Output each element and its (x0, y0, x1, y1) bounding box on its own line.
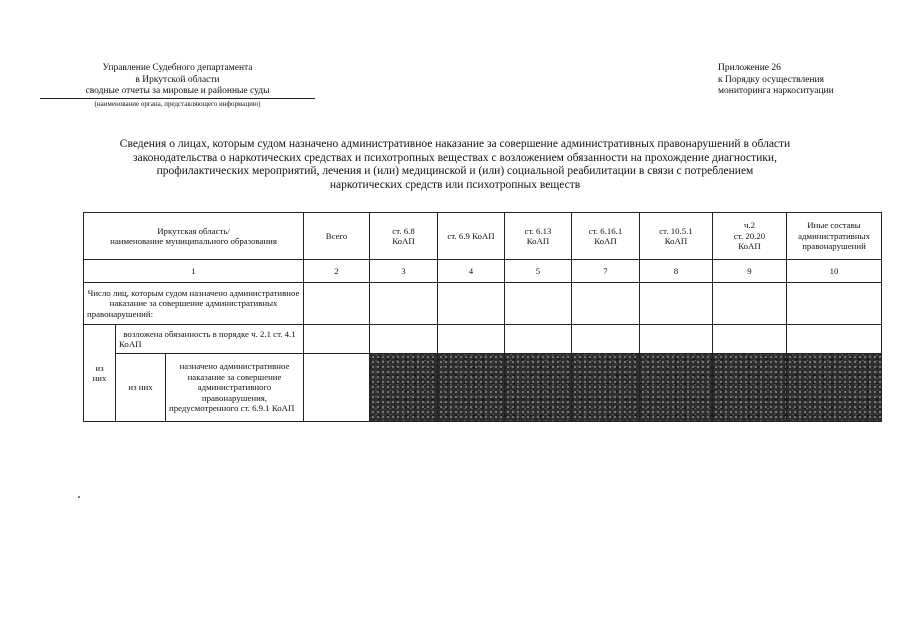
data-cell (304, 283, 370, 325)
data-cell (505, 283, 572, 325)
header-art-20-20: ч.2 ст. 20.20 КоАП (713, 213, 787, 260)
organization-name-line-2: в Иркутской области (135, 74, 220, 85)
column-number: 2 (304, 260, 370, 283)
data-cell (713, 325, 787, 354)
column-number: 10 (787, 260, 882, 283)
column-number: 8 (640, 260, 713, 283)
column-number-row (84, 260, 882, 283)
data-cell (304, 354, 370, 422)
of-them-label: из них (84, 325, 116, 422)
blacked-out-cell (505, 354, 572, 422)
column-number: 4 (438, 260, 505, 283)
title-line-3: профилактических мероприятий, лечения и (или) медицинской и (или) социальной реабилитации в связи с потреблением (156, 165, 754, 178)
data-cell (505, 325, 572, 354)
data-cell (640, 283, 713, 325)
header-other-offenses: Иные составы административных правонарушений (787, 213, 882, 260)
column-number: 3 (370, 260, 438, 283)
appendix-reference-block (718, 63, 878, 98)
header-art-6-8: ст. 6.8 КоАП (370, 213, 438, 260)
total-persons-row (84, 283, 882, 325)
organization-name-line-3: сводные отчеты за мировые и районные суды (40, 86, 315, 99)
report-table (83, 212, 882, 422)
data-cell (370, 283, 438, 325)
art-6-9-1-label: назначено административное наказание за совершение административного правонарушения, предусмотренного ст. 6.9.1 КоАП (166, 354, 304, 422)
scan-speck (78, 496, 80, 498)
title-line-2: законодательства о наркотических средствах и психотропных веществах с возложением обязанности на прохождение диагностики, (133, 151, 777, 164)
column-number: 1 (84, 260, 304, 283)
header-art-6-16-1: ст. 6.16.1 КоАП (572, 213, 640, 260)
header-art-6-13: ст. 6.13 КоАП (505, 213, 572, 260)
title-line-1: Сведения о лицах, которым судом назначено административное наказание за совершение административных правонарушений в области (119, 138, 791, 150)
blacked-out-cell (713, 354, 787, 422)
data-cell (370, 325, 438, 354)
title-line-4: наркотических средств или психотропных веществ (329, 178, 581, 191)
data-cell (787, 325, 882, 354)
organization-caption: (наименование органа, представляющего информацию) (94, 99, 261, 108)
header-row (84, 213, 882, 260)
data-cell (438, 283, 505, 325)
document-title (70, 138, 840, 192)
data-cell (572, 283, 640, 325)
header-region: Иркутская область/ наименование муниципального образования (84, 213, 304, 260)
header-art-10-5-1: ст. 10.5.1 КоАП (640, 213, 713, 260)
blacked-out-cell (787, 354, 882, 422)
of-them-inner-label: из них (116, 354, 166, 422)
obligation-row (84, 325, 882, 354)
data-cell (572, 325, 640, 354)
data-cell (787, 283, 882, 325)
data-cell (640, 325, 713, 354)
blacked-out-cell (370, 354, 438, 422)
header-art-6-9: ст. 6.9 КоАП (438, 213, 505, 260)
appendix-number: Приложение 26 (718, 63, 781, 73)
data-cell (713, 283, 787, 325)
column-number: 9 (713, 260, 787, 283)
obligation-label: возложена обязанность в порядке ч. 2.1 ст. 4.1 КоАП (116, 325, 304, 354)
blacked-out-cell (572, 354, 640, 422)
column-number: 5 (505, 260, 572, 283)
appendix-line-3: мониторинга наркоситуации (718, 86, 834, 96)
organization-name-line-1: Управление Судебного департамента (102, 63, 253, 73)
issuing-organization-block (40, 63, 315, 109)
column-number: 7 (572, 260, 640, 283)
blacked-out-cell (640, 354, 713, 422)
data-cell (304, 325, 370, 354)
appendix-line-2: к Порядку осуществления (718, 74, 824, 85)
art-6-9-1-row (84, 354, 882, 422)
header-total: Всего (304, 213, 370, 260)
blacked-out-cell (438, 354, 505, 422)
total-persons-label: Число лиц, которым судом назначено административное наказание за совершение административных правонарушений: (84, 283, 304, 325)
data-cell (438, 325, 505, 354)
